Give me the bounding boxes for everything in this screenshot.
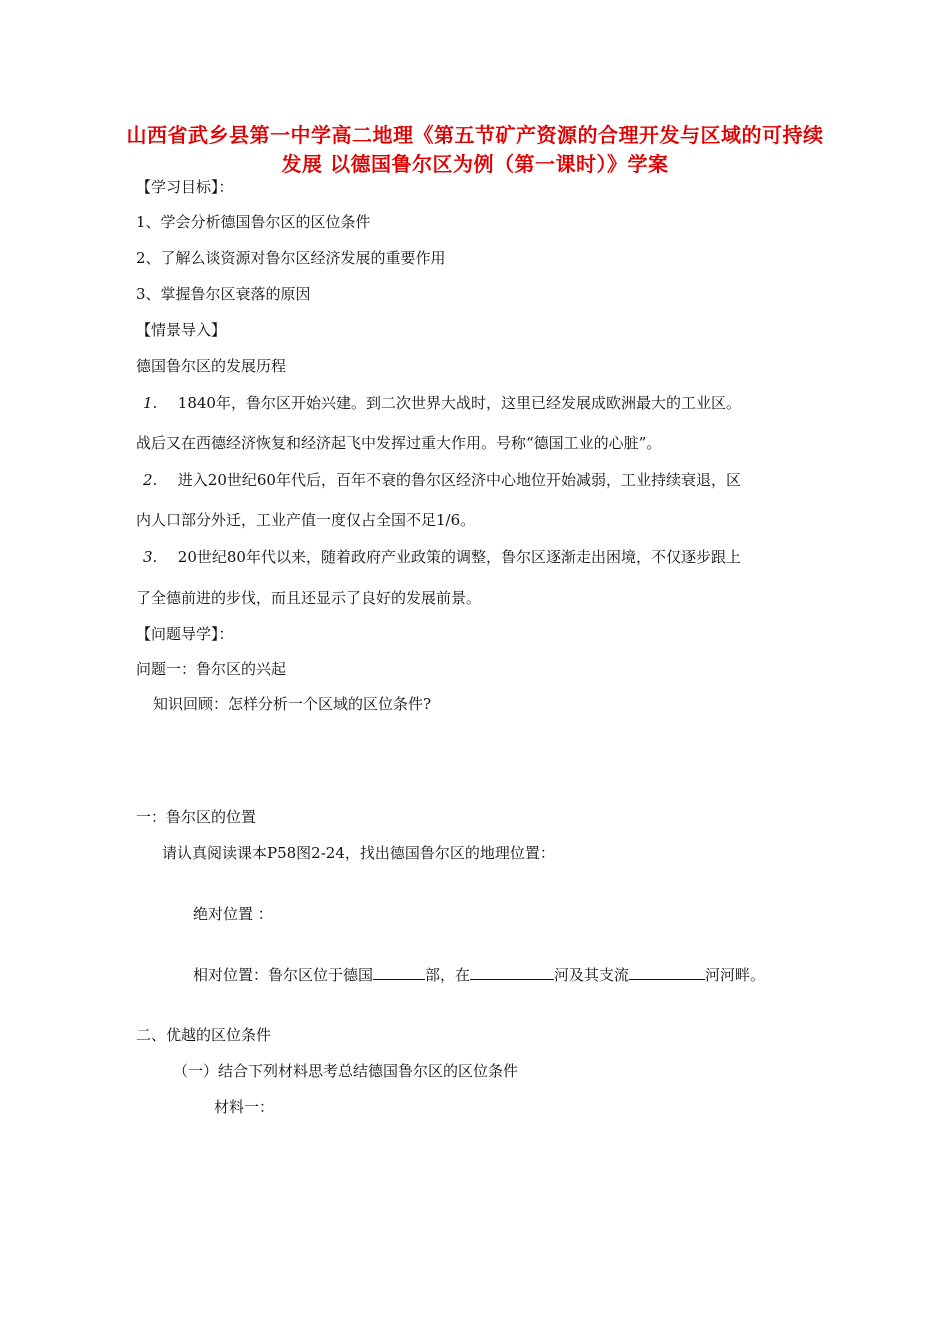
objective-item: 3、掌握鲁尔区衰落的原因 — [136, 285, 311, 303]
fill-blank[interactable] — [373, 964, 425, 980]
objective-item: 1、学会分析德国鲁尔区的区位条件 — [136, 213, 371, 231]
fill-blank[interactable] — [629, 964, 705, 980]
history-item-3 — [143, 547, 741, 567]
relative-position-text: 河及其支流 — [554, 966, 630, 984]
history-text-continued: 了全德前进的步伐，而且还显示了良好的发展前景。 — [136, 589, 482, 607]
history-number: 2. — [143, 471, 158, 489]
history-text-continued: 战后又在西德经济恢复和经济起飞中发挥过重大作用。号称“德国工业的心脏”。 — [136, 434, 662, 452]
relative-position-text: 部，在 — [425, 966, 471, 984]
intro-heading: 【情景导入】 — [136, 321, 227, 339]
history-number: 1. — [143, 394, 158, 412]
intro-subtitle: 德国鲁尔区的发展历程 — [136, 357, 287, 375]
history-text-continued: 内人口部分外迁，工业产值一度仅占全国不足1/6。 — [136, 511, 476, 529]
relative-position-text: 相对位置：鲁尔区位于德国 — [193, 966, 374, 984]
subsection-one: （一）结合下列材料思考总结德国鲁尔区的区位条件 — [173, 1062, 519, 1080]
section-one-instruction: 请认真阅读课本P58图2-24，找出德国鲁尔区的地理位置： — [162, 844, 555, 862]
absolute-position-label: 绝对位置 ： — [193, 905, 273, 923]
section-one-heading: 一：鲁尔区的位置 — [136, 808, 257, 826]
knowledge-review: 知识回顾：怎样分析一个区域的区位条件? — [153, 695, 432, 713]
history-text: 进入20世纪60年代后，百年不衰的鲁尔区经济中心地位开始减弱，工业持续衰退，区 — [177, 471, 741, 489]
history-text: 1840年，鲁尔区开始兴建。到二次世界大战时，这里已经发展成欧洲最大的工业区。 — [177, 394, 741, 412]
history-item-2 — [143, 470, 741, 490]
history-text: 20世纪80年代以来，随着政府产业政策的调整，鲁尔区逐渐走出困境，不仅逐步跟上 — [177, 548, 741, 566]
material-one-label: 材料一： — [214, 1098, 275, 1116]
question-one-heading: 问题一：鲁尔区的兴起 — [136, 660, 287, 678]
section-two-heading: 二、优越的区位条件 — [136, 1026, 272, 1044]
history-number: 3. — [143, 548, 158, 566]
document-title: 山西省武乡县第一中学高二地理《第五节矿产资源的合理开发与区域的可持续发展 以德国鲁尔区为例（第一课时）》学案 — [126, 123, 824, 176]
relative-position-line — [193, 964, 765, 985]
objective-item: 2、了解么谈资源对鲁尔区经济发展的重要作用 — [136, 249, 446, 267]
history-item-1 — [143, 393, 741, 413]
guide-heading: 【问题导学】： — [136, 625, 234, 643]
fill-blank[interactable] — [470, 964, 554, 980]
objectives-heading: 【学习目标】： — [136, 178, 234, 196]
relative-position-text: 河河畔。 — [705, 966, 766, 984]
